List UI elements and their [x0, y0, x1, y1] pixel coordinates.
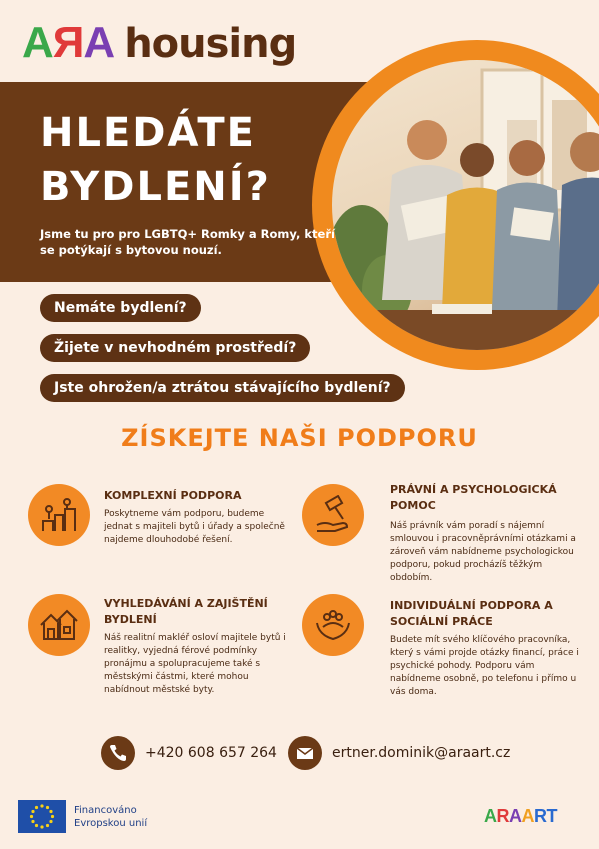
email-address[interactable]: ertner.dominik@araart.cz — [332, 745, 511, 761]
ara-logo-mark: AЯA — [22, 18, 115, 67]
feature-icon-circle — [28, 484, 90, 546]
feature-title: INDIVIDUÁLNÍ PODPORA A SOCIÁLNÍ PRÁCE — [390, 599, 553, 628]
feature-title: KOMPLEXNÍ PODPORA — [104, 489, 242, 502]
phone-icon — [101, 736, 135, 770]
contact-phone[interactable] — [101, 736, 277, 770]
feature-title: VYHLEDÁVÁNÍ A ZAJIŠTĚNÍ BYDLENÍ — [104, 597, 268, 626]
feature-text: Poskytneme vám podporu, budeme jednat s majiteli bytů i úřady a společně najdeme dlouhodobé řešení. — [104, 509, 285, 545]
phone-number[interactable]: +420 608 657 264 — [145, 745, 277, 761]
question-pill: Nemáte bydlení? — [40, 294, 201, 322]
growth-people-icon — [39, 495, 79, 535]
hero-subtitle: Jsme tu pro pro LGBTQ+ Romky a Romy, kteří se potýkají s bytovou nouzí. — [40, 227, 335, 257]
eu-funding — [18, 800, 147, 833]
feature-text: Náš realitní makléř osloví majitele bytů i realitky, vyjedná férové podmínky pronájmu a spolupracujeme také s městskými částmi, které mohou nabídnout městské byty. — [104, 633, 286, 695]
feature-icon-circle — [28, 594, 90, 656]
eu-funding-text: Financováno Evropskou unií — [74, 804, 148, 829]
araart-logo: ARAART — [484, 806, 557, 826]
feature-icon-circle — [302, 594, 364, 656]
houses-icon — [39, 605, 79, 645]
hero-title: HLEDÁTE BYDLENÍ? — [40, 110, 271, 210]
gavel-hand-icon — [313, 495, 353, 535]
housing-wordmark: housing — [124, 21, 297, 67]
feature-title: PRÁVNÍ A PSYCHOLOGICKÁ POMOC — [390, 483, 557, 512]
team-photo — [332, 60, 599, 350]
question-pill: Jste ohrožen/a ztrátou stávajícího bydlení? — [40, 374, 405, 402]
feature-icon-circle — [302, 484, 364, 546]
feature-text: Náš právník vám poradí s nájemní smlouvou i pracovněprávními otázkami a zároveň vám nabídneme psychologickou podporu, pokud procházíš těžkým obdobím. — [390, 521, 576, 583]
feature-text: Budete mít svého klíčového pracovníka, který s vámi projde otázky financí, práce i psychické pohody. Podporu vám nabídneme osobně, po telefonu i přímo u vás doma. — [390, 635, 579, 697]
group-care-icon — [313, 605, 353, 645]
question-pill: Žijete v nevhodném prostředí? — [40, 334, 310, 362]
support-heading: ZÍSKEJTE NAŠI PODPORU — [121, 424, 478, 452]
contact-email[interactable] — [288, 736, 510, 770]
ara-housing-logo — [22, 18, 296, 68]
mail-icon — [288, 736, 322, 770]
eu-flag-icon — [18, 800, 66, 833]
